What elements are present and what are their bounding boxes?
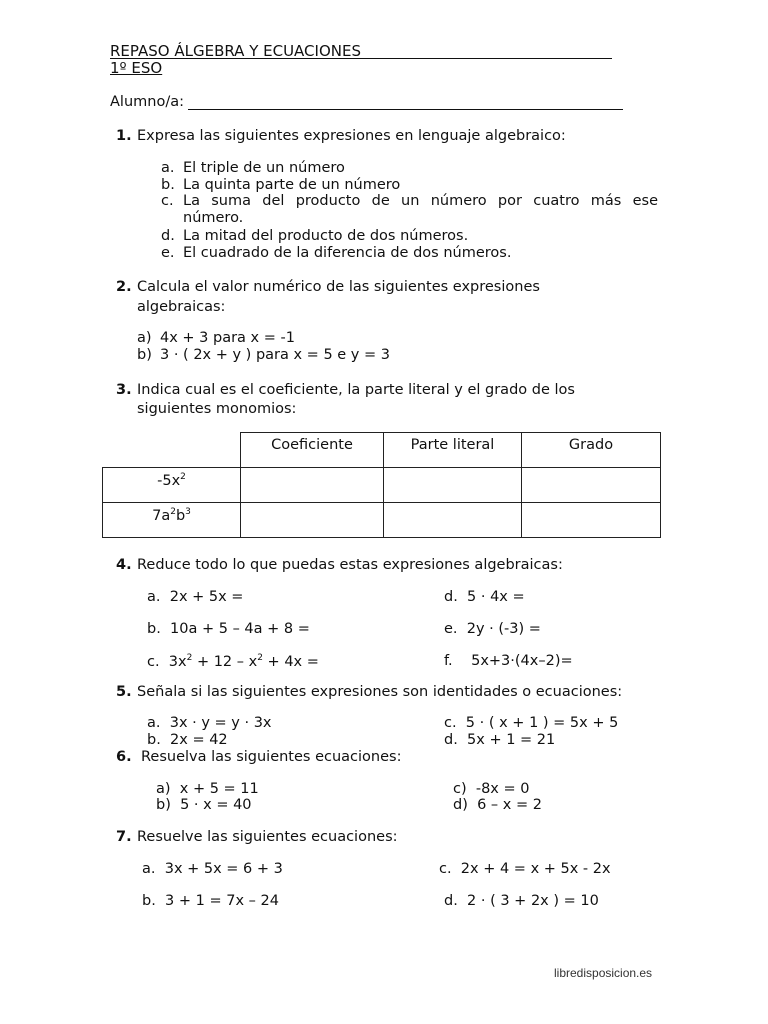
table-row [103,468,661,503]
q1-item-text-continued: número. [183,210,244,226]
q1-item-text: El cuadrado de la diferencia de dos números. [183,245,512,261]
q6-statement: Resuelva las siguientes ecuaciones: [141,749,402,765]
q2-item-text: 4x + 3 para x = -1 [160,330,295,346]
q4-item-a: a. 2x + 5x = [147,589,244,605]
monomial-base: -5x [157,472,181,489]
table-header-coefficient: Coeficiente [241,433,384,468]
q2-item-text: 3 · ( 2x + y ) para x = 5 e y = 3 [160,347,390,363]
q5-statement: Señala si las siguientes expresiones son identidades o ecuaciones: [137,684,623,700]
q1-item-letter: e. [161,245,175,261]
course-level: 1º ESO [110,59,163,77]
table-row [103,503,661,538]
table-header-row [103,433,661,468]
q1-item-letter: a. [161,160,175,176]
q4-item-c-part: + 12 – x [192,653,258,670]
q1-item-text: La quinta parte de un número [183,177,401,193]
q2-item-letter: b) [137,347,152,363]
title-underline [110,58,612,59]
q3-statement-line2: siguientes monomios: [137,401,297,417]
monomial-base: 7a [152,507,171,524]
answer-cell-literal-part[interactable] [384,503,522,538]
q1-item-text: El triple de un número [183,160,345,176]
q2-item-letter: a) [137,330,152,346]
q3-statement: Indica cual es el coeficiente, la parte literal y el grado de los [137,382,575,398]
q7-item-c: c. 2x + 4 = x + 5x - 2x [439,861,611,877]
q3-number: 3. [116,382,132,398]
q4-item-c-part: + 4x = [262,653,319,670]
monomial-exponent: 3 [185,507,191,517]
q4-number: 4. [116,557,132,573]
table-header-degree: Grado [522,433,661,468]
q4-statement: Reduce todo lo que puedas estas expresiones algebraicas: [137,557,563,573]
monomials-table [102,432,661,538]
answer-cell-degree[interactable] [522,503,661,538]
q6-number: 6. [116,749,132,765]
q4-item-c [147,653,319,670]
q1-number: 1. [116,128,132,144]
q4-item-f: f. 5x+3·(4x–2)= [444,653,573,669]
monomial-cell [103,503,241,538]
q5-item-c: c. 5 · ( x + 1 ) = 5x + 5 [444,715,619,731]
q2-number: 2. [116,279,132,295]
monomial-cell [103,468,241,503]
q1-item-text: La suma del producto de un número por cuatro más ese [183,193,658,209]
q5-item-b: b. 2x = 42 [147,732,228,748]
q7-number: 7. [116,829,132,845]
q7-item-d: d. 2 · ( 3 + 2x ) = 10 [444,893,599,909]
page-title: REPASO ÁLGEBRA Y ECUACIONES [110,42,361,60]
table-corner-cell [103,433,241,468]
q6-item-b: b) 5 · x = 40 [156,797,252,813]
answer-cell-degree[interactable] [522,468,661,503]
monomial-exponent: 2 [180,472,186,482]
q1-item-letter: d. [161,228,175,244]
answer-cell-coefficient[interactable] [241,468,384,503]
q7-item-a: a. 3x + 5x = 6 + 3 [142,861,283,877]
monomial-exponent: 2 [170,507,176,517]
q2-statement-line2: algebraicas: [137,299,226,315]
q6-item-c: c) -8x = 0 [453,781,530,797]
q1-statement: Expresa las siguientes expresiones en lenguaje algebraico: [137,128,566,144]
q1-item-letter: b. [161,177,175,193]
exponent: 2 [186,653,193,663]
table-header-literal-part: Parte literal [384,433,522,468]
q4-item-b: b. 10a + 5 – 4a + 8 = [147,621,310,637]
q4-item-d: d. 5 · 4x = [444,589,525,605]
q7-statement: Resuelve las siguientes ecuaciones: [137,829,398,845]
answer-cell-coefficient[interactable] [241,503,384,538]
q7-item-b: b. 3 + 1 = 7x – 24 [142,893,279,909]
q4-item-c-part: c. 3x [147,653,187,670]
q1-item-text: La mitad del producto de dos números. [183,228,469,244]
q6-item-a: a) x + 5 = 11 [156,781,259,797]
monomial-base: b [175,507,186,524]
answer-cell-literal-part[interactable] [384,468,522,503]
q5-item-d: d. 5x + 1 = 21 [444,732,556,748]
q6-item-d: d) 6 – x = 2 [453,797,542,813]
student-name-line[interactable] [188,109,623,110]
q4-item-e: e. 2y · (-3) = [444,621,541,637]
q5-item-a: a. 3x · y = y · 3x [147,715,272,731]
q1-item-letter: c. [161,193,174,209]
student-label: Alumno/a: [110,94,184,110]
q2-statement: Calcula el valor numérico de las siguientes expresiones [137,279,540,295]
source-footer: libredisposicion.es [554,966,653,980]
q5-number: 5. [116,684,132,700]
exponent: 2 [257,653,263,663]
